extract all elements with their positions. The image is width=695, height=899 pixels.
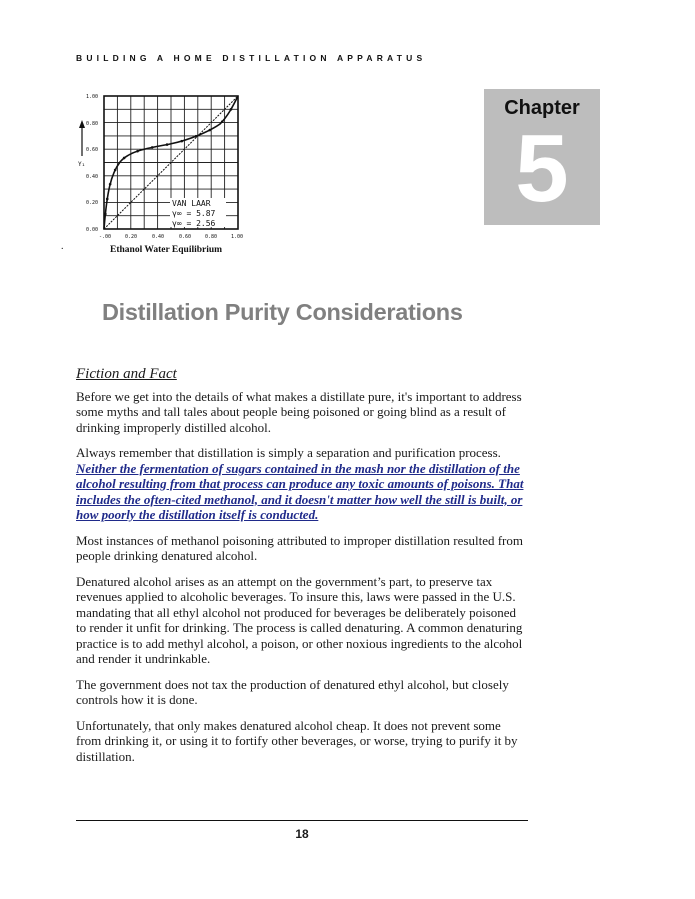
- y-tick-label: 0.00: [86, 227, 99, 233]
- paragraph: Before we get into the details of what makes a distillate pure, it's important to address some myths and tall tales about people being poisoned or going blind as a result of drinking improperly distilled alcohol.: [76, 388, 522, 435]
- x-tick-label: -.00: [99, 234, 112, 240]
- curve-point: [208, 129, 211, 132]
- page-number: 18: [295, 827, 309, 841]
- y-tick-label: 0.40: [86, 174, 99, 180]
- x-tick-label: 0.40: [152, 234, 165, 240]
- paragraph: Unfortunately, that only makes denatured alcohol cheap. It does not prevent some from drinking it, or using it to fortify other beverages, or worse, trying to purify it by distillation.: [76, 717, 518, 764]
- curve-point: [136, 150, 139, 153]
- running-header: BUILDING A HOME DISTILLATION APPARATUS: [76, 53, 427, 63]
- chapter-title: Distillation Purity Considerations: [102, 299, 463, 325]
- y-tick-label: 0.20: [86, 200, 99, 206]
- chapter-number: 5: [515, 115, 569, 222]
- legend-line: γ∞ = 5.87: [172, 209, 216, 218]
- curve-point: [104, 213, 107, 216]
- legend-line: γ∞ = 2.56: [172, 219, 216, 228]
- paragraph: Most instances of methanol poisoning attributed to improper distillation resulted from people drinking denatured alcohol.: [76, 532, 523, 563]
- body-content: [76, 367, 528, 774]
- arrow-head-icon: [79, 120, 85, 128]
- curve-point: [180, 140, 183, 143]
- curve-point: [230, 108, 233, 111]
- y-tick-label: 0.60: [86, 147, 99, 153]
- curve-point: [221, 120, 224, 123]
- paragraph: Denatured alcohol arises as an attempt on the government’s part, to preserve tax revenues applied to alcoholic beverages. To insure this, laws were passed in the U.S. mandating that all ethyl alcohol not produced for beverages be deliberately poisoned to render it unfit for drinking. The process is called denaturing. A common denaturing practice is to add methyl alcohol, a poison, or other noxious ingredients to the alcohol and render it undrinkable.: [76, 573, 523, 666]
- paragraph: [76, 445, 528, 523]
- y-tick-label: 1.00: [86, 94, 99, 100]
- stray-mark: .: [61, 241, 64, 252]
- section-heading: Fiction and Fact: [76, 366, 177, 382]
- curve-point: [151, 146, 154, 149]
- curve-point: [109, 183, 112, 186]
- curve-point: [166, 143, 169, 146]
- curve-point: [195, 135, 198, 138]
- y-axis-label: Y₁: [78, 161, 86, 168]
- emphasis-link[interactable]: Neither the fermentation of sugars contained in the mash nor the distillation of the alcohol resulting from that process can produce any toxic amounts of poisons. That includes the often-cited methanol, and it doesn't matter how well the still is built, or how poorly the distillation itself is conducted.: [76, 460, 524, 522]
- x-tick-label: 1.00: [231, 234, 244, 240]
- paragraph: The government does not tax the production of denatured ethyl alcohol, but closely controls how it is done.: [76, 676, 509, 707]
- curve-point: [106, 198, 109, 201]
- chapter-label: Chapter: [504, 97, 580, 119]
- chapter-box: [484, 89, 600, 225]
- footer-divider: [76, 820, 528, 821]
- x-tick-label: 0.60: [179, 234, 192, 240]
- vle-figure: [60, 86, 250, 262]
- paragraph-text: Always remember that distillation is simply a separation and purification process.: [76, 445, 501, 460]
- x-tick-label: 0.80: [205, 234, 218, 240]
- y-tick-label: 0.80: [86, 121, 99, 127]
- curve-point: [123, 157, 126, 160]
- curve-point: [114, 169, 117, 172]
- x-tick-label: 0.20: [125, 234, 138, 240]
- figure-caption: Ethanol Water Equilibrium: [110, 245, 223, 255]
- legend-title: VAN LAAR: [172, 199, 211, 208]
